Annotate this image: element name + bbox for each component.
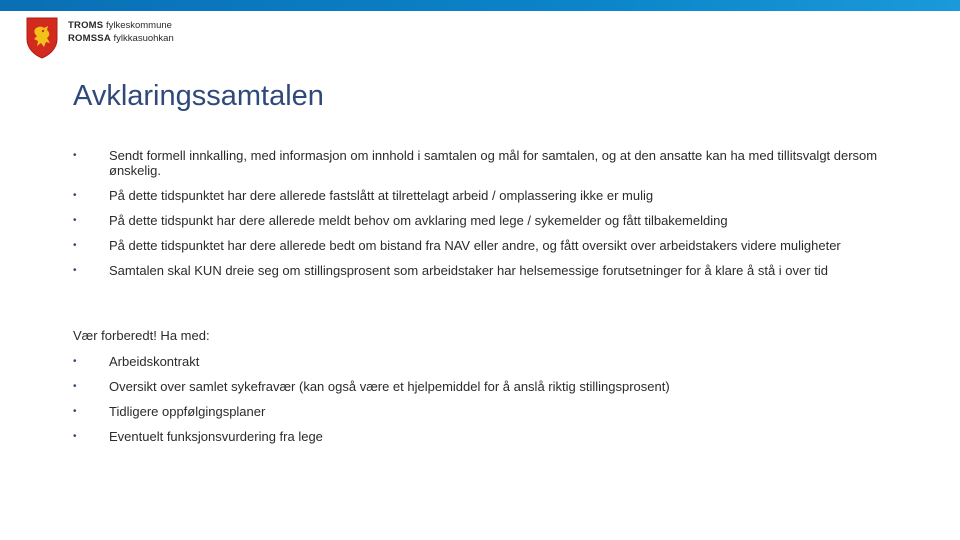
bullet-icon: • <box>73 215 77 226</box>
list-item: • På dette tidspunkt har dere allerede meldt behov om avklaring med lege / sykemelder og fått tilbakemelding <box>73 213 728 228</box>
list-item: • Eventuelt funksjonsvurdering fra lege <box>73 429 323 444</box>
bullet-icon: • <box>73 356 77 367</box>
list-item: • Samtalen skal KUN dreie seg om stillingsprosent som arbeidstaker har helsemessige forutsetninger for å klare å stå i over tid <box>73 263 828 278</box>
slide-title: Avklaringssamtalen <box>73 80 324 112</box>
checklist-heading: Vær forberedt! Ha med: <box>73 328 210 343</box>
bullet-icon: • <box>73 190 77 201</box>
troms-logo <box>26 17 186 61</box>
bullet-icon: • <box>73 240 77 251</box>
coat-of-arms-icon <box>26 17 58 59</box>
bullet-icon: • <box>73 406 77 417</box>
checklist <box>73 354 903 454</box>
list-item: • Oversikt over samlet sykefravær (kan også være et hjelpemiddel for å anslå riktig stillingsprosent) <box>73 379 670 394</box>
list-item: • Tidligere oppfølgingsplaner <box>73 404 266 419</box>
list-item: • På dette tidspunktet har dere allerede bedt om bistand fra NAV eller andre, og fått oversikt over arbeidstakers videre muligheter <box>73 238 841 253</box>
list-item: • Arbeidskontrakt <box>73 354 200 369</box>
logo-text: TROMS fylkeskommune ROMSSA fylkkasuohkan <box>68 20 174 44</box>
bullet-icon: • <box>73 150 77 161</box>
top-accent-bar <box>0 0 960 11</box>
bullet-icon: • <box>73 381 77 392</box>
list-item: • På dette tidspunktet har dere allerede fastslått at tilrettelagt arbeid / omplassering ikke er mulig <box>73 188 654 203</box>
list-item: • Sendt formell innkalling, med informasjon om innhold i samtalen og mål for samtalen, og at den ansatte kan ha med tillitsvalgt dersom ønskelig. <box>73 148 878 178</box>
bullet-icon: • <box>73 431 77 442</box>
bullet-list <box>73 148 903 288</box>
bullet-icon: • <box>73 265 77 276</box>
